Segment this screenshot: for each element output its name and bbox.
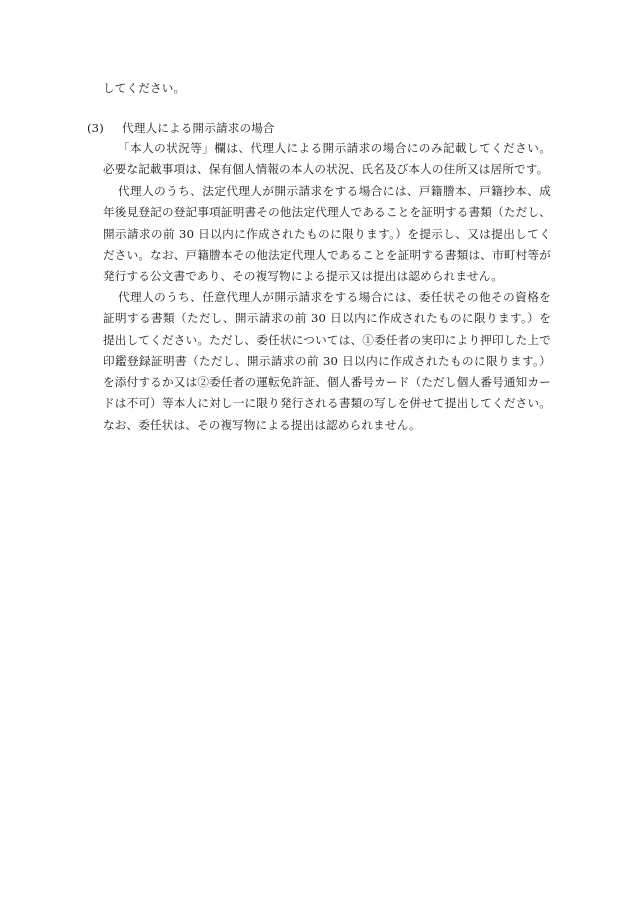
paragraph-legal-representative: 代理人のうち、法定代理人が開示請求をする場合には、戸籍謄本、戸籍抄本、成年後見登記の登記事項証明書その他法定代理人であることを証明する書類（ただし、開示請求の前 30 日以内に作成されたものに限ります。）を提示し、又は提出してください。なお、戸籍謄本その他法定代理人であることを証明する書類は、市町村等が発行する公文書であり、その複写物による提示又は提出は認められません。: [103, 184, 551, 284]
section-heading: 代理人による開示請求の場合: [122, 121, 275, 135]
section-number: (3): [87, 121, 104, 135]
paragraph-voluntary-representative: 代理人のうち、任意代理人が開示請求をする場合には、委任状その他その資格を証明する書類（ただし、開示請求の前 30 日以内に作成されたものに限ります。）を提出してください。ただし、委任状については、①委任者の実印により押印した上で印鑑登録証明書（ただし、開示請求の前 30 日以内に作成されたものに限ります。）を添付するか又は②委任者の運転免許証、個人番号カード（ただし個人番号通知カードは不可）等本人に対し一に限り発行される書類の写しを併せて提出してください。なお、委任状は、その複写物による提出は認められません。: [103, 290, 551, 432]
continuation-line: してください。: [103, 81, 186, 95]
paragraph-personal-status-field: 「本人の状況等」欄は、代理人による開示請求の場合にのみ記載してください。必要な記載事項は、保有個人情報の本人の状況、氏名及び本人の住所又は居所です。: [103, 141, 551, 177]
